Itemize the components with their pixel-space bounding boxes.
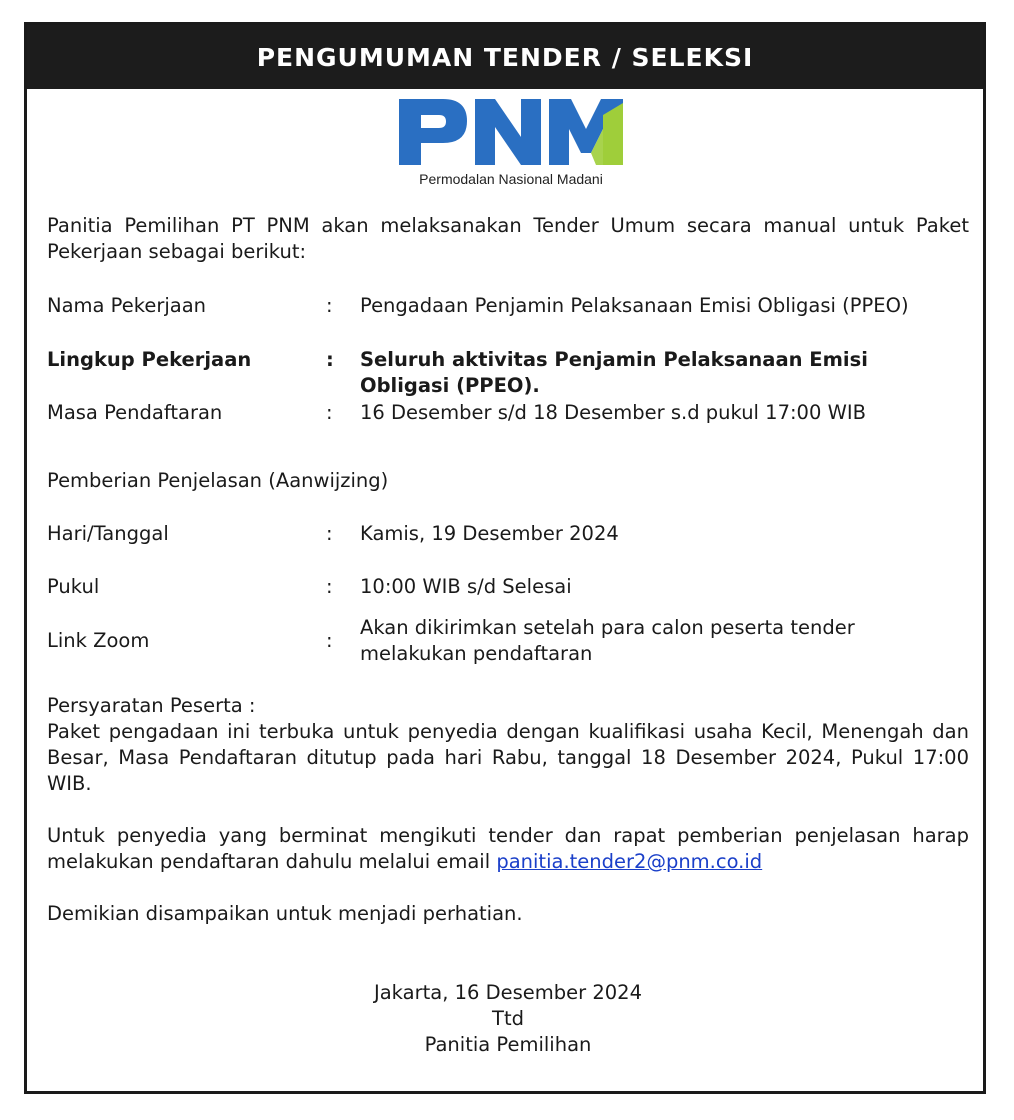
aanwijzing-label: Pukul <box>47 575 100 598</box>
signature-place-date: Jakarta, 16 Desember 2024 <box>373 981 642 1004</box>
detail-colon: : <box>326 294 333 317</box>
logo-subtitle: Permodalan Nasional Madani <box>419 171 603 187</box>
detail-label: Masa Pendaftaran <box>47 401 223 424</box>
persyaratan-heading: Persyaratan Peserta : <box>47 694 256 717</box>
persyaratan-body: Paket pengadaan ini terbuka untuk penyedia dengan kualifikasi usaha Kecil, Menengah dan Besar, Masa Pendaftaran ditutup pada hari Rabu, tanggal 18 Desember 2024, Pukul 17:00 WIB. <box>47 720 969 795</box>
aanwijzing-colon: : <box>326 522 333 545</box>
aanwijzing-colon: : <box>326 575 333 598</box>
detail-value: Seluruh aktivitas Penjamin Pelaksanaan Emisi Obligasi (PPEO). <box>360 348 868 397</box>
pnm-logo <box>391 95 631 195</box>
aanwijzing-label: Link Zoom <box>47 629 150 652</box>
detail-value: Pengadaan Penjamin Pelaksanaan Emisi Obligasi (PPEO) <box>360 294 909 317</box>
aanwijzing-colon: : <box>326 629 333 652</box>
aanwijzing-value: Kamis, 19 Desember 2024 <box>360 522 619 545</box>
announcement-header <box>27 25 983 89</box>
intro-paragraph: Panitia Pemilihan PT PNM akan melaksanakan Tender Umum secara manual untuk Paket Pekerjaan sebagai berikut: <box>47 214 969 263</box>
aanwijzing-value: 10:00 WIB s/d Selesai <box>360 575 572 598</box>
registration-text: Untuk penyedia yang berminat mengikuti tender dan rapat pemberian penjelasan harap melakukan pendaftaran dahulu melalui email <box>47 824 969 873</box>
closing-text: Demikian disampaikan untuk menjadi perhatian. <box>47 902 523 925</box>
detail-label: Nama Pekerjaan <box>47 294 207 317</box>
pnm-wordmark-icon <box>391 95 631 171</box>
detail-label: Lingkup Pekerjaan <box>47 348 252 371</box>
detail-value: 16 Desember s/d 18 Desember s.d pukul 17:00 WIB <box>360 401 866 424</box>
announcement-title: PENGUMUMAN TENDER / SELEKSI <box>256 42 754 72</box>
aanwijzing-value: Akan dikirimkan setelah para calon peserta tender melakukan pendaftaran <box>360 616 855 665</box>
announcement-frame <box>24 22 986 1094</box>
aanwijzing-heading: Pemberian Penjelasan (Aanwijzing) <box>47 469 389 492</box>
detail-colon: : <box>326 401 333 424</box>
detail-colon: : <box>326 348 334 371</box>
registration-paragraph <box>47 823 969 875</box>
registration-email-link[interactable]: panitia.tender2@pnm.co.id <box>496 850 763 873</box>
signature-ttd: Ttd <box>492 1007 524 1030</box>
signature-name: Panitia Pemilihan <box>424 1033 592 1056</box>
aanwijzing-label: Hari/Tanggal <box>47 522 169 545</box>
